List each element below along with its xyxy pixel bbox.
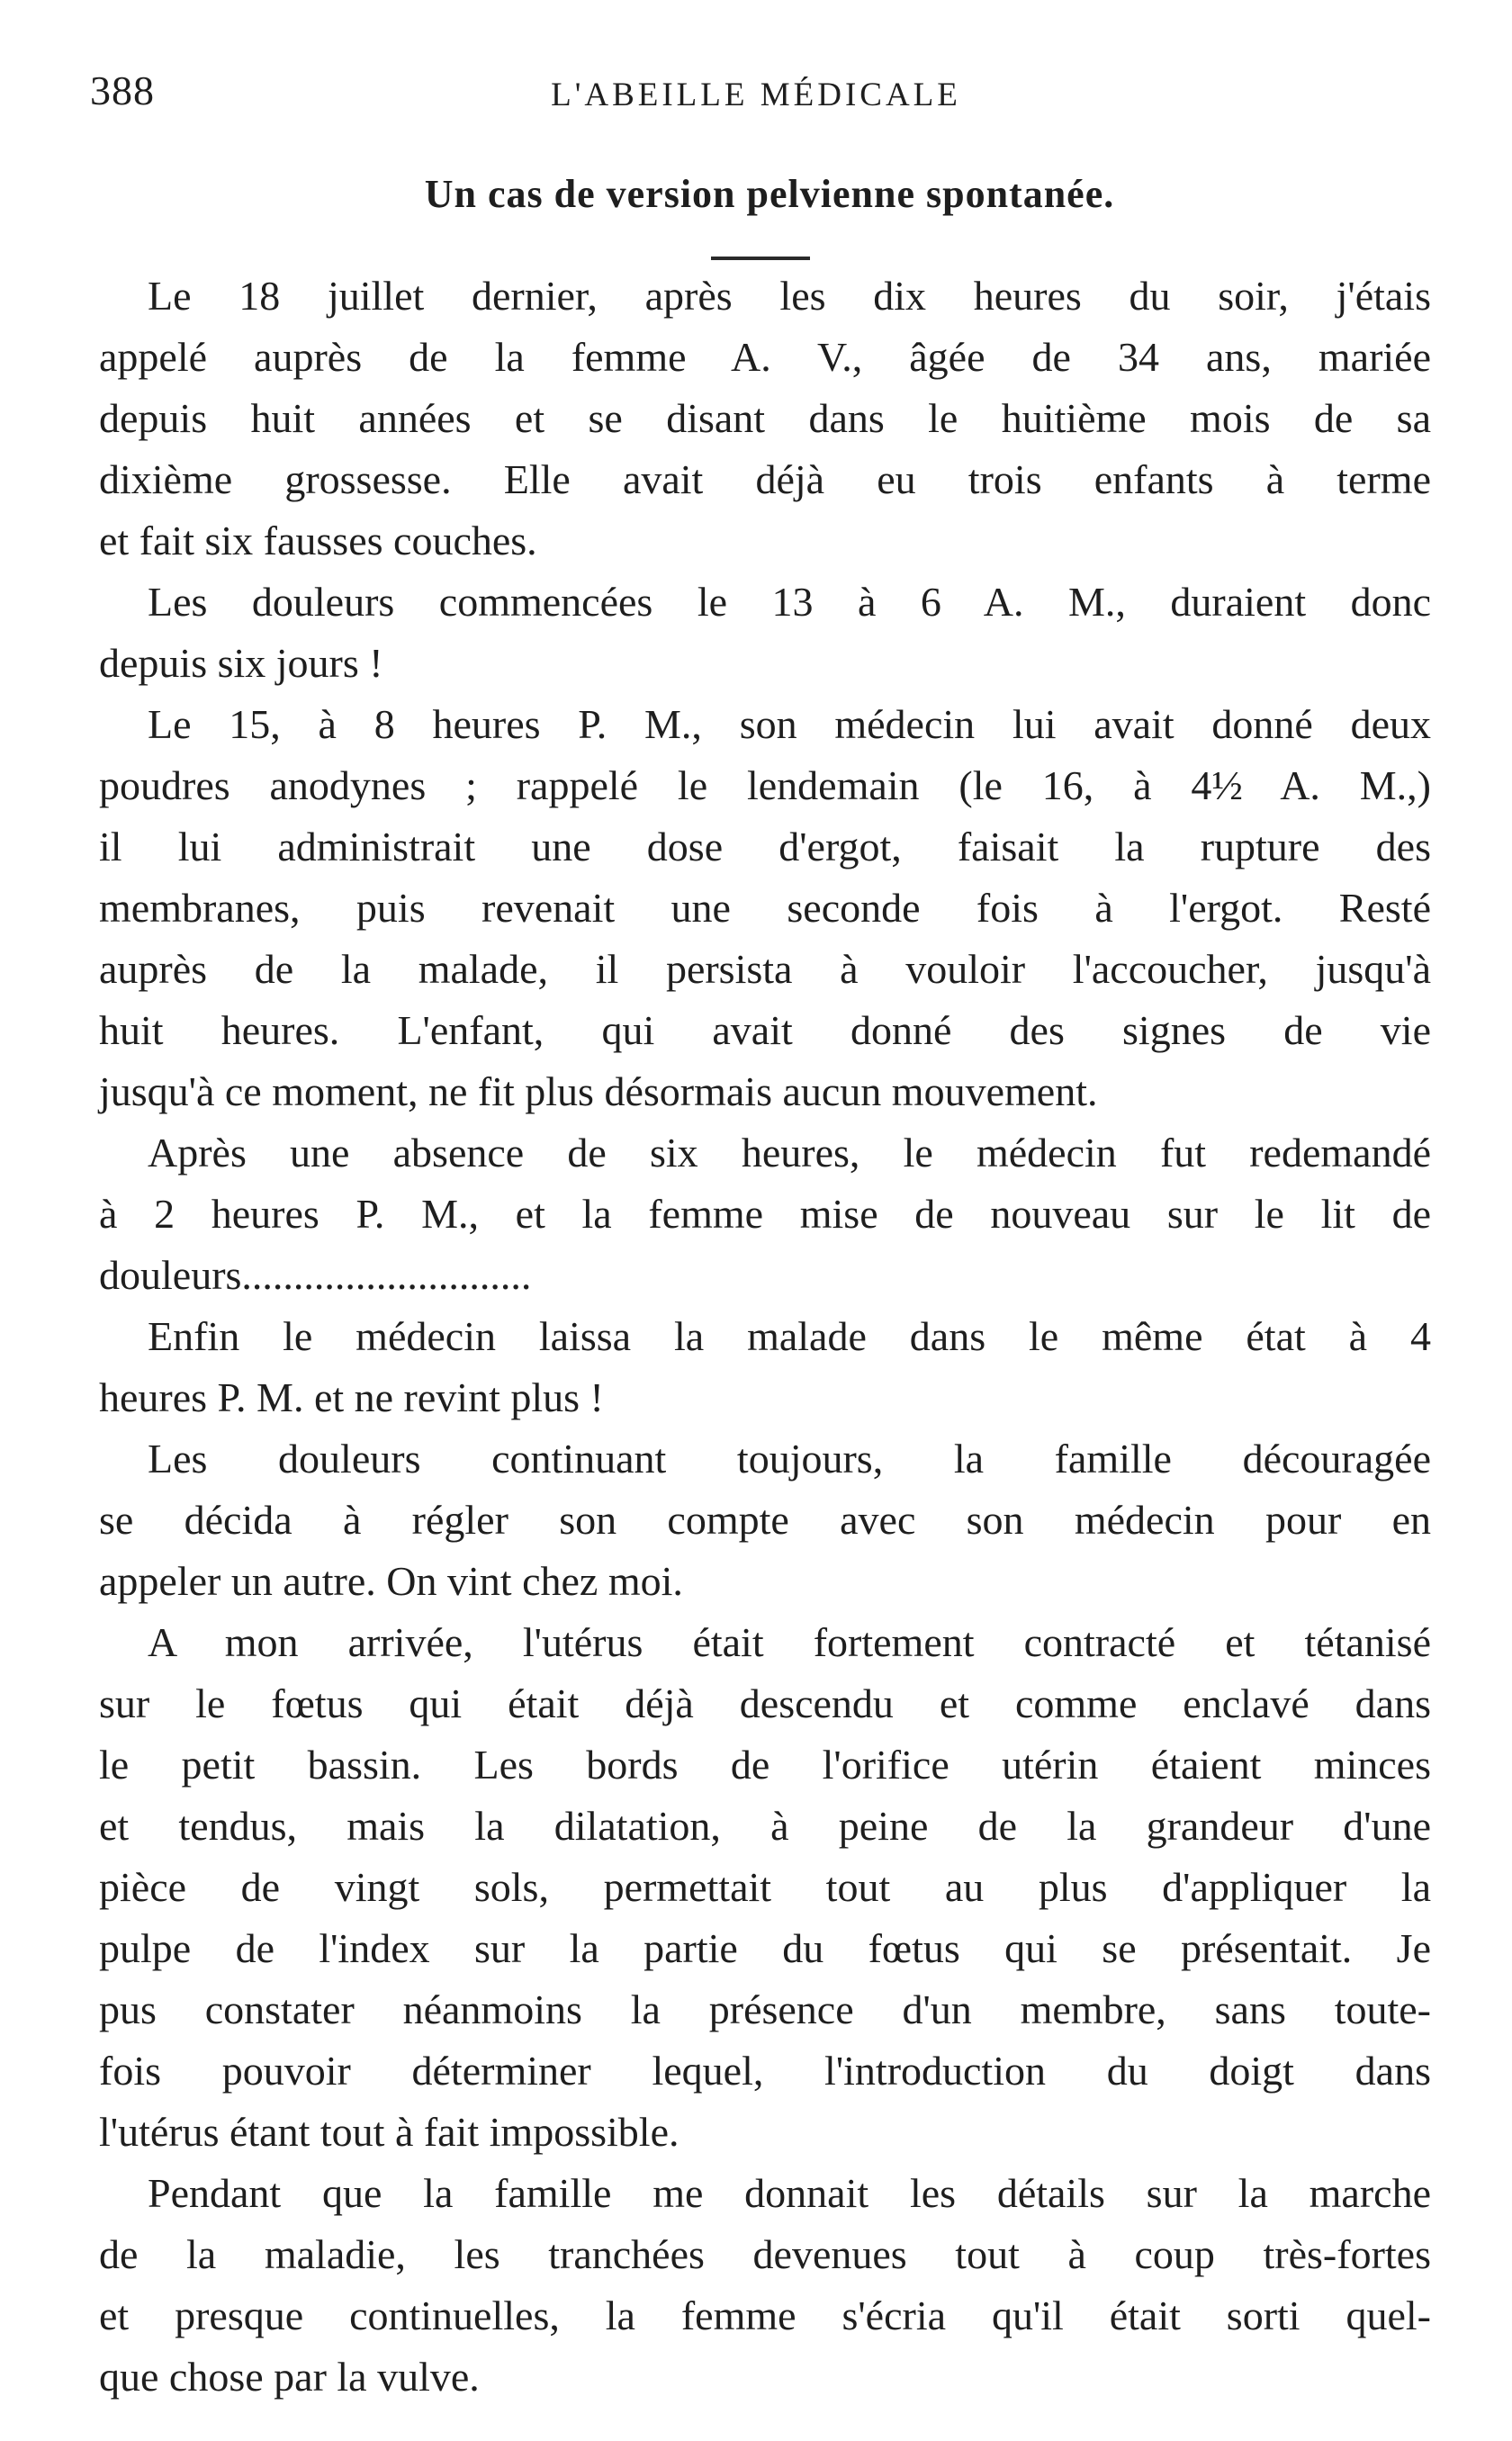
- text-line: Le 18 juillet dernier, après les dix heures du soir, j'étais: [148, 273, 1431, 319]
- text-line: pièce de vingt sols, permettait tout au plus d'appliquer la: [99, 1864, 1431, 1910]
- text-line: depuis six jours !: [99, 640, 383, 686]
- text-line: de la maladie, les tranchées devenues tout à coup très-fortes: [99, 2231, 1431, 2277]
- text-line: Le 15, à 8 heures P. M., son médecin lui avait donné deux: [148, 701, 1431, 747]
- text-line: l'utérus étant tout à fait impossible.: [99, 2109, 680, 2155]
- text-line: douleurs............................: [99, 1252, 532, 1298]
- text-line: Les douleurs commencées le 13 à 6 A. M., duraient donc: [148, 579, 1431, 625]
- text-line: se décida à régler son compte avec son médecin pour en: [99, 1497, 1431, 1543]
- text-line: Enfin le médecin laissa la malade dans le même état à 4: [148, 1313, 1431, 1359]
- text-line: appeler un autre. On vint chez moi.: [99, 1558, 683, 1604]
- article-body: [99, 266, 1431, 2408]
- text-line: pulpe de l'index sur la partie du fœtus qui se présentait. Je: [99, 1925, 1431, 1971]
- text-line: le petit bassin. Les bords de l'orifice utérin étaient minces: [99, 1742, 1431, 1788]
- page-number: 388: [90, 68, 155, 113]
- article-title: Un cas de version pelvienne spontanée.: [424, 172, 1115, 216]
- text-line: à 2 heures P. M., et la femme mise de nouveau sur le lit de: [99, 1191, 1431, 1237]
- text-line: et fait six fausses couches.: [99, 518, 537, 563]
- text-line: et tendus, mais la dilatation, à peine de la grandeur d'une: [99, 1803, 1431, 1849]
- text-line: auprès de la malade, il persista à vouloir l'accoucher, jusqu'à: [99, 946, 1431, 992]
- text-line: sur le fœtus qui était déjà descendu et comme enclavé dans: [99, 1680, 1431, 1726]
- text-line: et presque continuelles, la femme s'écria qu'il était sorti quel-: [99, 2292, 1431, 2338]
- text-line: heures P. M. et ne revint plus !: [99, 1374, 604, 1420]
- text-line: huit heures. L'enfant, qui avait donné des signes de vie: [99, 1007, 1431, 1053]
- text-line: Pendant que la famille me donnait les détails sur la marche: [148, 2170, 1431, 2216]
- text-line: fois pouvoir déterminer lequel, l'introduction du doigt dans: [99, 2048, 1431, 2094]
- text-line: pus constater néanmoins la présence d'un membre, sans toute-: [99, 1986, 1431, 2032]
- running-head: L'ABEILLE MÉDICALE: [551, 77, 961, 113]
- text-line: dixième grossesse. Elle avait déjà eu trois enfants à terme: [99, 456, 1431, 502]
- text-line: Après une absence de six heures, le médecin fut redemandé: [148, 1130, 1431, 1175]
- text-line: poudres anodynes ; rappelé le lendemain (le 16, à 4½ A. M.,): [99, 762, 1431, 808]
- title-rule: [711, 257, 810, 260]
- text-line: membranes, puis revenait une seconde fois à l'ergot. Resté: [99, 885, 1431, 931]
- text-line: depuis huit années et se disant dans le huitième mois de sa: [99, 395, 1431, 441]
- text-line: que chose par la vulve.: [99, 2354, 480, 2400]
- text-line: A mon arrivée, l'utérus était fortement contracté et tétanisé: [148, 1619, 1431, 1665]
- text-line: appelé auprès de la femme A. V., âgée de 34 ans, mariée: [99, 334, 1431, 380]
- text-line: jusqu'à ce moment, ne fit plus désormais aucun mouvement.: [99, 1068, 1098, 1114]
- text-line: il lui administrait une dose d'ergot, faisait la rupture des: [99, 824, 1431, 869]
- text-line: Les douleurs continuant toujours, la famille découragée: [148, 1436, 1431, 1482]
